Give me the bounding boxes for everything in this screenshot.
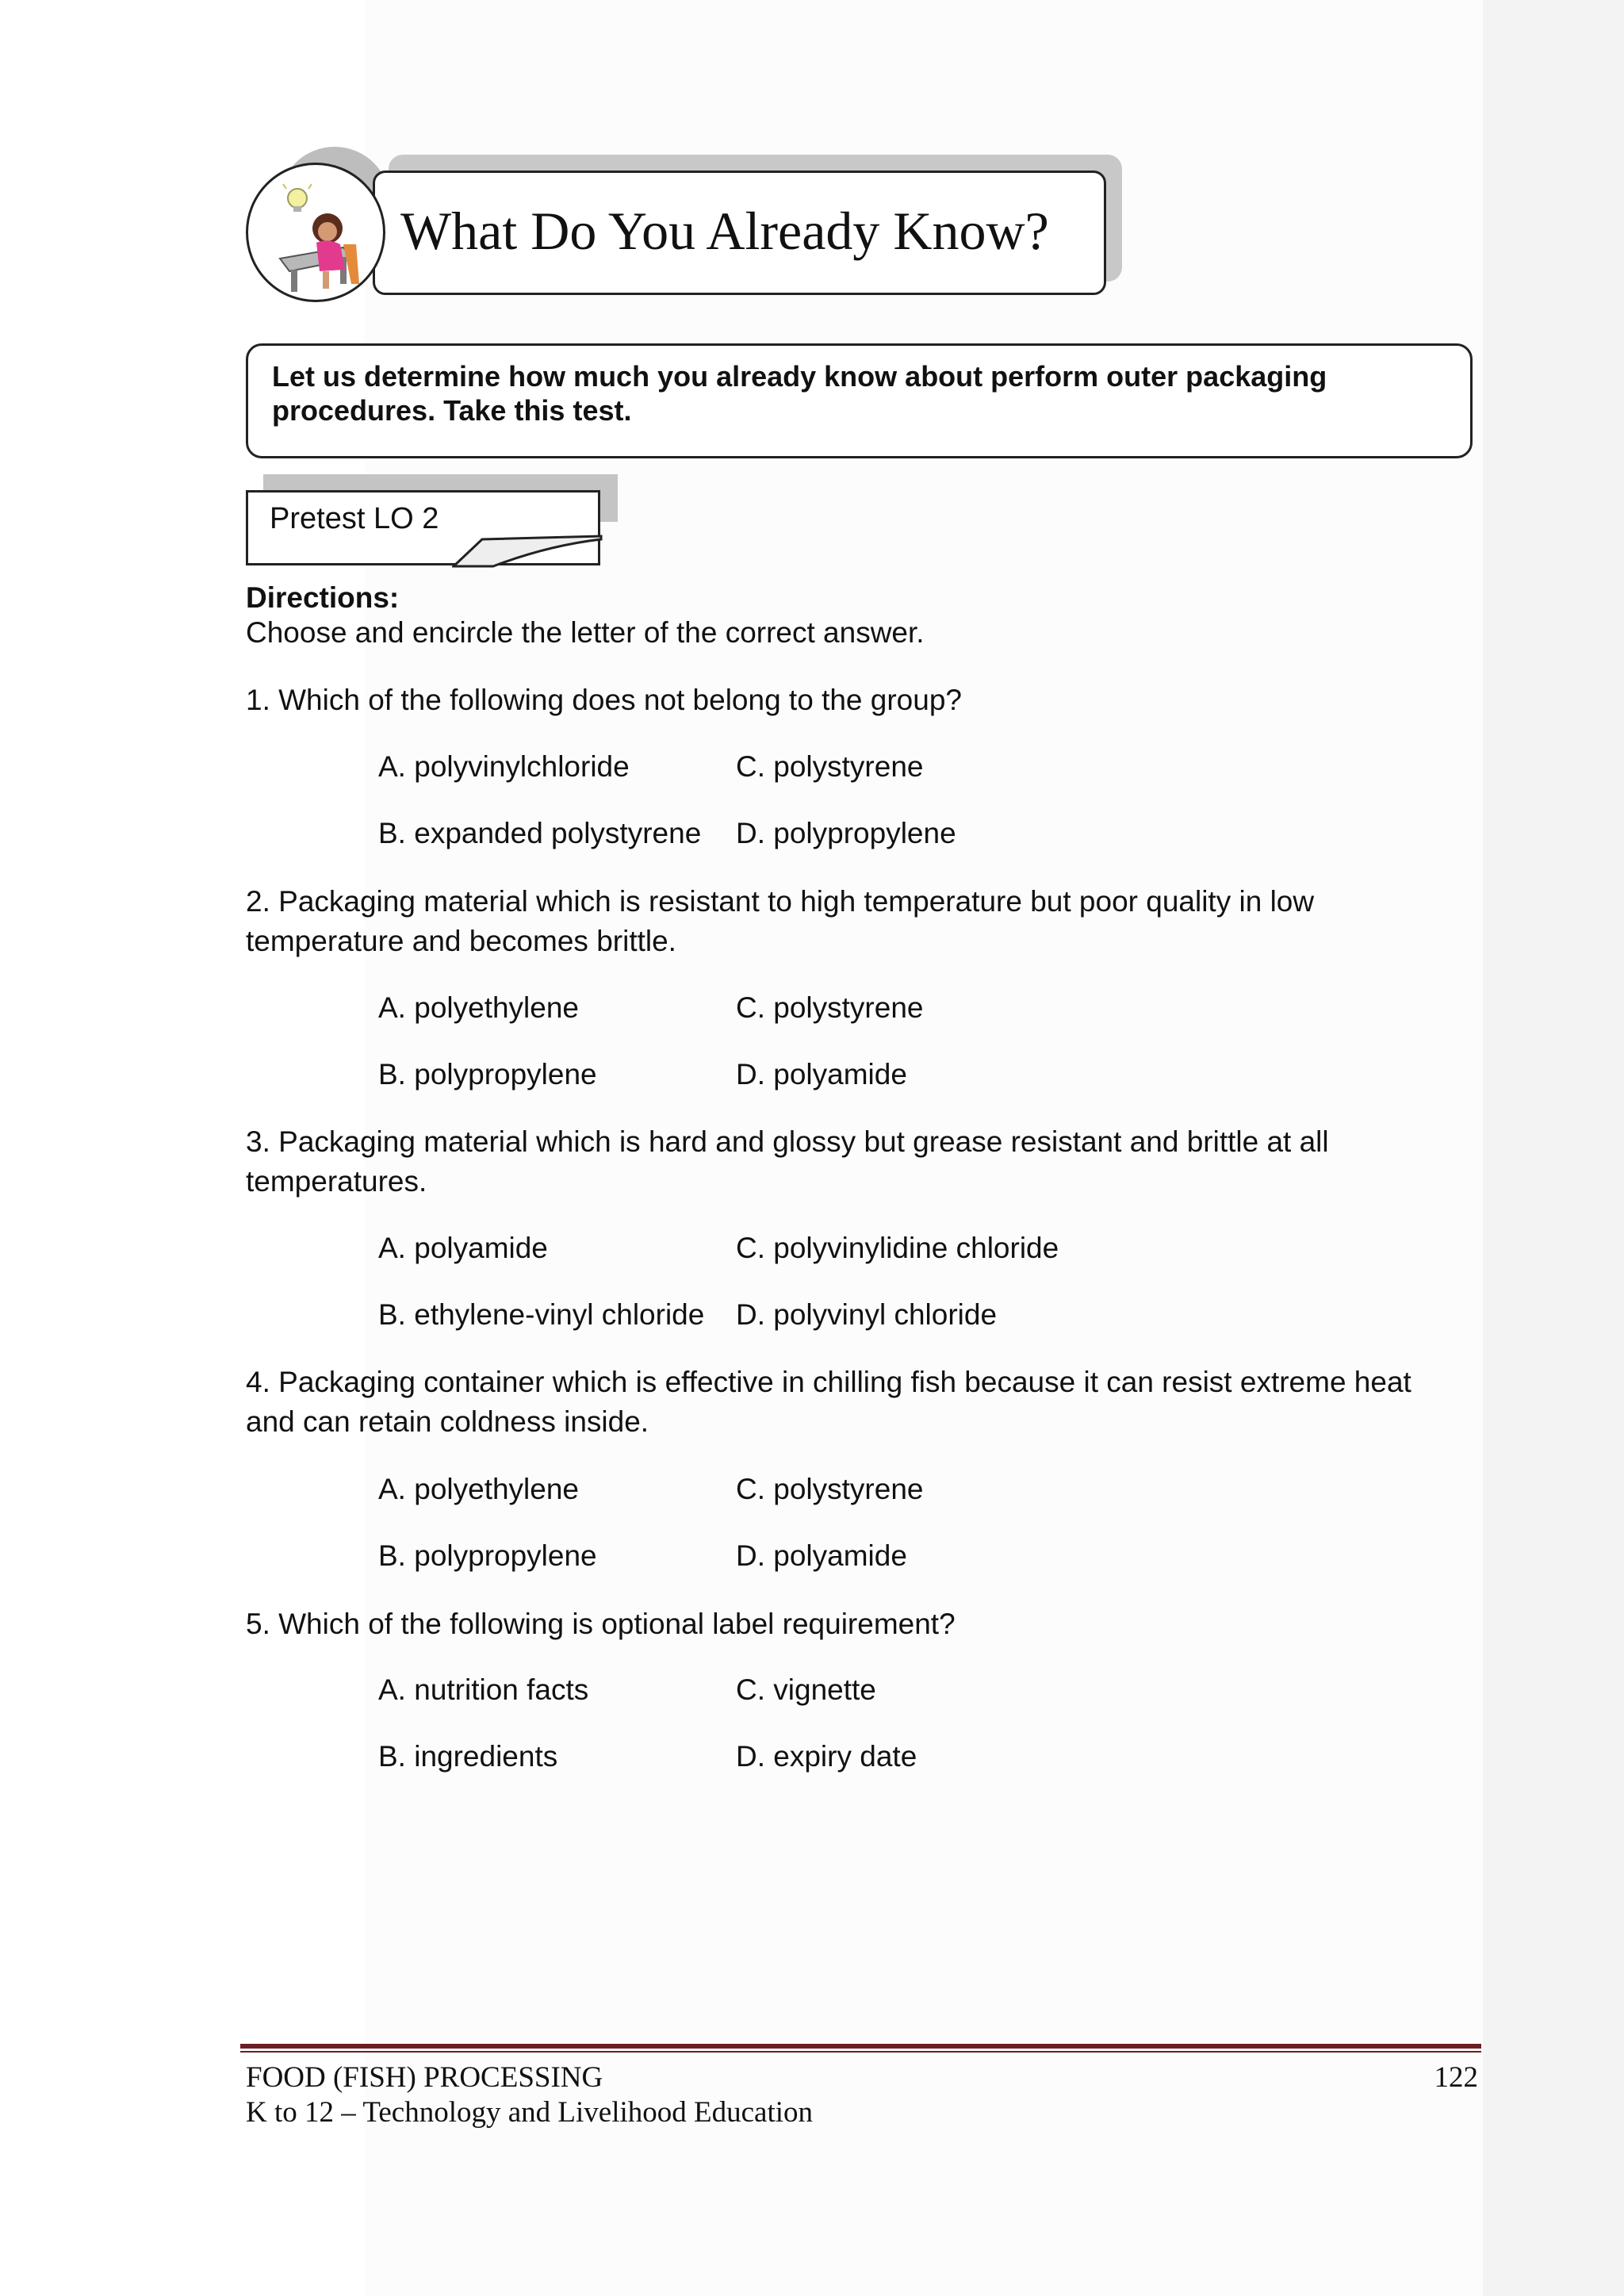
page-title: What Do You Already Know? xyxy=(400,201,1049,261)
option-a[interactable]: A. polyamide xyxy=(378,1232,548,1264)
page-number: 122 xyxy=(1434,2061,1478,2094)
intro-text: Let us determine how much you already know about perform outer packaging procedures. Take this test. xyxy=(272,360,1327,427)
option-d[interactable]: D. polyamide xyxy=(736,1539,907,1572)
question-text: 1. Which of the following does not belong to the group? xyxy=(246,684,962,716)
option-a[interactable]: A. nutrition facts xyxy=(378,1673,589,1706)
question-text: 3. Packaging material which is hard and glossy but grease resistant and brittle at all temperatures. xyxy=(246,1125,1329,1198)
option-d[interactable]: D. expiry date xyxy=(736,1740,917,1773)
option-d[interactable]: D. polyvinyl chloride xyxy=(736,1298,998,1331)
option-b[interactable]: B. polypropylene xyxy=(378,1058,597,1091)
question-text: 4. Packaging container which is effective in chilling fish because it can resist extreme heat and can retain coldness inside. xyxy=(246,1366,1411,1438)
option-c[interactable]: C. polyvinylidine chloride xyxy=(736,1232,1059,1264)
directions-text: Choose and encircle the letter of the correct answer. xyxy=(246,616,925,649)
page-curl-icon xyxy=(452,533,603,568)
footer-course: K to 12 – Technology and Livelihood Education xyxy=(246,2096,814,2129)
footer-divider-thin xyxy=(240,2051,1481,2053)
question-text: 2. Packaging material which is resistant to high temperature but poor quality in low temperature and becomes brittle. xyxy=(246,885,1315,957)
option-c[interactable]: C. vignette xyxy=(736,1673,876,1706)
option-d[interactable]: D. polypropylene xyxy=(736,817,956,849)
option-b[interactable]: B. ingredients xyxy=(378,1740,558,1773)
option-c[interactable]: C. polystyrene xyxy=(736,750,924,783)
option-c[interactable]: C. polystyrene xyxy=(736,1473,924,1505)
footer-subject: FOOD (FISH) PROCESSING xyxy=(246,2061,603,2094)
mascot-icon xyxy=(246,163,385,302)
directions-heading: Directions: xyxy=(246,581,400,614)
pretest-label: Pretest LO 2 xyxy=(270,502,439,535)
option-a[interactable]: A. polyethylene xyxy=(378,1473,580,1505)
option-b[interactable]: B. expanded polystyrene xyxy=(378,817,702,849)
question-text: 5. Which of the following is optional label requirement? xyxy=(246,1608,956,1640)
option-d[interactable]: D. polyamide xyxy=(736,1058,907,1091)
option-b[interactable]: B. ethylene-vinyl chloride xyxy=(378,1298,705,1331)
option-a[interactable]: A. polyvinylchloride xyxy=(378,750,630,783)
option-b[interactable]: B. polypropylene xyxy=(378,1539,597,1572)
footer-divider xyxy=(240,2044,1481,2049)
option-c[interactable]: C. polystyrene xyxy=(736,991,924,1024)
page-margin xyxy=(1483,0,1624,2296)
intro-box xyxy=(246,343,1473,458)
option-a[interactable]: A. polyethylene xyxy=(378,991,580,1024)
